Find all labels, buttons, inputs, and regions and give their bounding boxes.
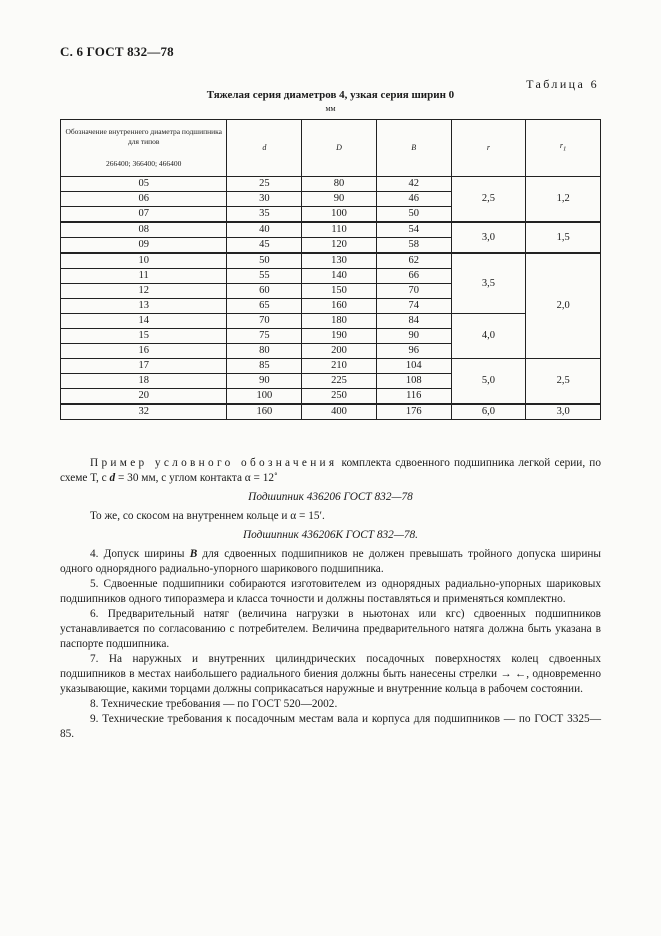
d-cell: 30 <box>227 192 302 207</box>
example-paragraph <box>60 456 601 486</box>
B-cell: 104 <box>376 359 451 374</box>
d-cell: 40 <box>227 222 302 238</box>
table-row <box>61 177 601 192</box>
D-cell: 120 <box>302 238 377 254</box>
r-cell: 6,0 <box>451 404 526 420</box>
code-cell: 20 <box>61 389 227 405</box>
body-text <box>60 456 601 742</box>
r1-header <box>526 120 601 177</box>
r1-cell: 1,5 <box>526 222 601 253</box>
code-cell: 16 <box>61 344 227 359</box>
B-cell: 66 <box>376 269 451 284</box>
code-cell: 09 <box>61 238 227 254</box>
r-cell: 4,0 <box>451 314 526 359</box>
r1-letter: r <box>559 141 564 151</box>
D-cell: 250 <box>302 389 377 405</box>
D-cell: 90 <box>302 192 377 207</box>
code-cell: 17 <box>61 359 227 374</box>
table-header-row <box>61 120 601 177</box>
d-cell: 90 <box>227 374 302 389</box>
designation-example-1: Подшипник 436206 ГОСТ 832—78 <box>248 491 413 503</box>
D-cell: 130 <box>302 253 377 269</box>
B-cell: 96 <box>376 344 451 359</box>
table-row <box>61 314 601 329</box>
code-cell: 13 <box>61 299 227 314</box>
bearing-types-text: 266400; 366400; 466400 <box>106 159 182 168</box>
paragraph-4 <box>60 547 601 577</box>
D-cell: 180 <box>302 314 377 329</box>
D-cell: 160 <box>302 299 377 314</box>
r-header: r <box>451 120 526 177</box>
r1-cell: 3,0 <box>526 404 601 420</box>
D-cell: 150 <box>302 284 377 299</box>
example-d: d <box>109 472 116 484</box>
p4-end: для сдвоенных подшипников не должен превышать тройного допуска ширины одного однорядного радиально-упорного шарикового подшипника. <box>60 548 602 575</box>
table-row <box>61 253 601 269</box>
r-cell: 2,5 <box>451 177 526 223</box>
table-row <box>61 404 601 420</box>
B-cell: 50 <box>376 207 451 223</box>
r-cell: 3,0 <box>451 222 526 253</box>
code-cell: 05 <box>61 177 227 192</box>
designation-example-2: Подшипник 436206К ГОСТ 832—78. <box>243 529 418 541</box>
D-cell: 400 <box>302 404 377 420</box>
d-cell: 35 <box>227 207 302 223</box>
code-cell: 14 <box>61 314 227 329</box>
r1-cell: 2,5 <box>526 359 601 405</box>
r-cell: 3,5 <box>451 253 526 314</box>
r-cell: 5,0 <box>451 359 526 405</box>
bearing-dimensions-table <box>60 119 601 420</box>
d-cell: 50 <box>227 253 302 269</box>
d-cell: 60 <box>227 284 302 299</box>
paragraph-8: 8. Технические требования — по ГОСТ 520—2002. <box>90 698 338 710</box>
d-cell: 55 <box>227 269 302 284</box>
d-cell: 70 <box>227 314 302 329</box>
table-row <box>61 359 601 374</box>
D-cell: 225 <box>302 374 377 389</box>
r1-cell: 2,0 <box>526 253 601 359</box>
B-cell: 84 <box>376 314 451 329</box>
d-cell: 85 <box>227 359 302 374</box>
code-cell: 18 <box>61 374 227 389</box>
D-cell: 140 <box>302 269 377 284</box>
D-cell: 200 <box>302 344 377 359</box>
d-header: d <box>227 120 302 177</box>
r1-subscript: 1 <box>563 145 567 153</box>
D-cell: 190 <box>302 329 377 344</box>
d-cell: 80 <box>227 344 302 359</box>
d-cell: 45 <box>227 238 302 254</box>
example-rest-1: комплекта сдвоенного подшипника легкой серии, по схеме Т, с <box>60 457 601 484</box>
B-cell: 42 <box>376 177 451 192</box>
D-cell: 100 <box>302 207 377 223</box>
B-cell: 58 <box>376 238 451 254</box>
code-cell: 10 <box>61 253 227 269</box>
d-cell: 100 <box>227 389 302 405</box>
r1-cell: 1,2 <box>526 177 601 223</box>
B-cell: 70 <box>376 284 451 299</box>
code-cell: 08 <box>61 222 227 238</box>
D-cell: 110 <box>302 222 377 238</box>
designation-header-text: Обозначение внутреннего диаметра подшипника для типов <box>65 127 222 146</box>
B-cell: 74 <box>376 299 451 314</box>
p4-B: B <box>189 548 198 560</box>
paragraph-5: 5. Сдвоенные подшипники собираются изготовителем из однорядных радиально-упорных шариковых подшипников одного типоразмера и класса точности и должны поставляться и применяться комплектно. <box>60 578 601 605</box>
code-cell: 06 <box>61 192 227 207</box>
B-cell: 90 <box>376 329 451 344</box>
p4-start: 4. Допуск ширины <box>90 548 190 560</box>
B-cell: 108 <box>376 374 451 389</box>
d-cell: 25 <box>227 177 302 192</box>
page-header: С. 6 ГОСТ 832—78 <box>60 44 174 59</box>
D-cell: 210 <box>302 359 377 374</box>
code-cell: 12 <box>61 284 227 299</box>
d-cell: 75 <box>227 329 302 344</box>
paragraph-9: 9. Технические требования к посадочным местам вала и корпуса для подшипников — по ГОСТ 3325—85. <box>60 713 601 740</box>
d-cell: 65 <box>227 299 302 314</box>
table-number: Таблица 6 <box>526 77 599 91</box>
code-cell: 11 <box>61 269 227 284</box>
example-lead: Пример условного обозначения <box>90 457 338 469</box>
B-cell: 62 <box>376 253 451 269</box>
example-rest-2: = 30 мм, с углом контакта α = 12˚ <box>115 472 278 484</box>
D-cell: 80 <box>302 177 377 192</box>
table-row <box>61 222 601 238</box>
paragraph-7: 7. На наружных и внутренних цилиндрических посадочных поверхностях колец сдвоенных подшипников в местах наибольшего радиального биения должны быть нанесены стрелки → ←, одновременно указывающие, какими торцами должны соприкасаться наружные и внутренние кольца в рабочем состоянии. <box>60 653 601 695</box>
B-cell: 54 <box>376 222 451 238</box>
designation-header <box>61 120 227 177</box>
D-header: D <box>302 120 377 177</box>
B-cell: 46 <box>376 192 451 207</box>
paragraph-6: 6. Предварительный натяг (величина нагрузки в ньютонах или кгс) сдвоенных подшипников устанавливается по согласованию с потребителем. Величина предварительного натяга должна быть указана в паспорте подшипника. <box>60 608 601 650</box>
table-unit: мм <box>325 104 336 113</box>
d-cell: 160 <box>227 404 302 420</box>
same-bevel-paragraph: То же, со скосом на внутреннем кольце и α = 15′. <box>90 510 325 522</box>
code-cell: 32 <box>61 404 227 420</box>
B-cell: 116 <box>376 389 451 405</box>
B-header: B <box>376 120 451 177</box>
table-title: Тяжелая серия диаметров 4, узкая серия ширин 0 <box>206 89 455 101</box>
code-cell: 15 <box>61 329 227 344</box>
code-cell: 07 <box>61 207 227 223</box>
B-cell: 176 <box>376 404 451 420</box>
